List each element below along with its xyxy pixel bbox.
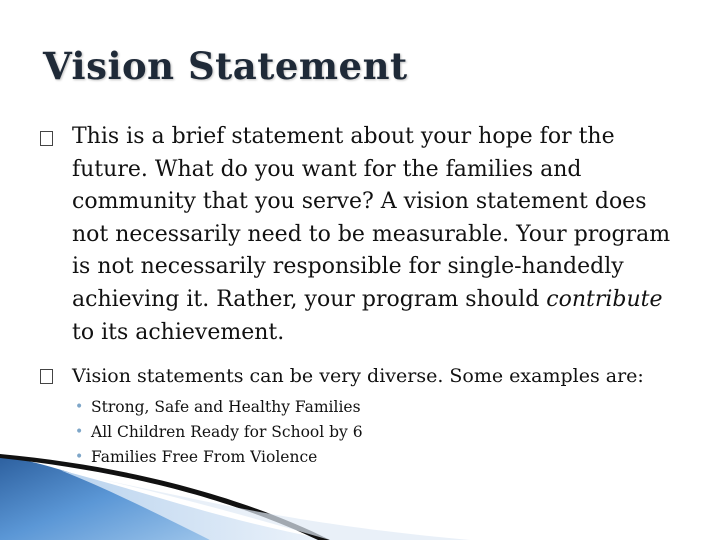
bullet-emphasis: contribute: [546, 286, 663, 312]
example-list: [72, 395, 680, 470]
list-item: • All Children Ready for School by 6: [72, 420, 680, 445]
slide-title: Vision Statement: [43, 44, 408, 88]
bullet-dot-icon: •: [75, 399, 84, 416]
bullet-item: [40, 363, 680, 470]
list-item: • Families Free From Violence: [72, 445, 680, 470]
bullet-item: [40, 121, 680, 349]
bullet-text-end: to its achievement.: [72, 319, 285, 345]
bullet-text: This is a brief statement about your hope for the future. What do you want for the families and community that you serve? A vision statement does not necessarily need to be measurable. Your program is not necessarily responsible for single-handedly achieving it. Rather, your program should: [72, 124, 671, 312]
bullet-box-icon: [40, 131, 53, 146]
bullet-text: Vision statements can be very diverse. Some examples are:: [72, 365, 644, 388]
bullet-list: [40, 121, 680, 470]
list-item: • Strong, Safe and Healthy Families: [72, 395, 680, 420]
bullet-box-icon: [40, 369, 53, 384]
bullet-dot-icon: •: [75, 424, 84, 441]
bullet-dot-icon: •: [75, 449, 84, 466]
